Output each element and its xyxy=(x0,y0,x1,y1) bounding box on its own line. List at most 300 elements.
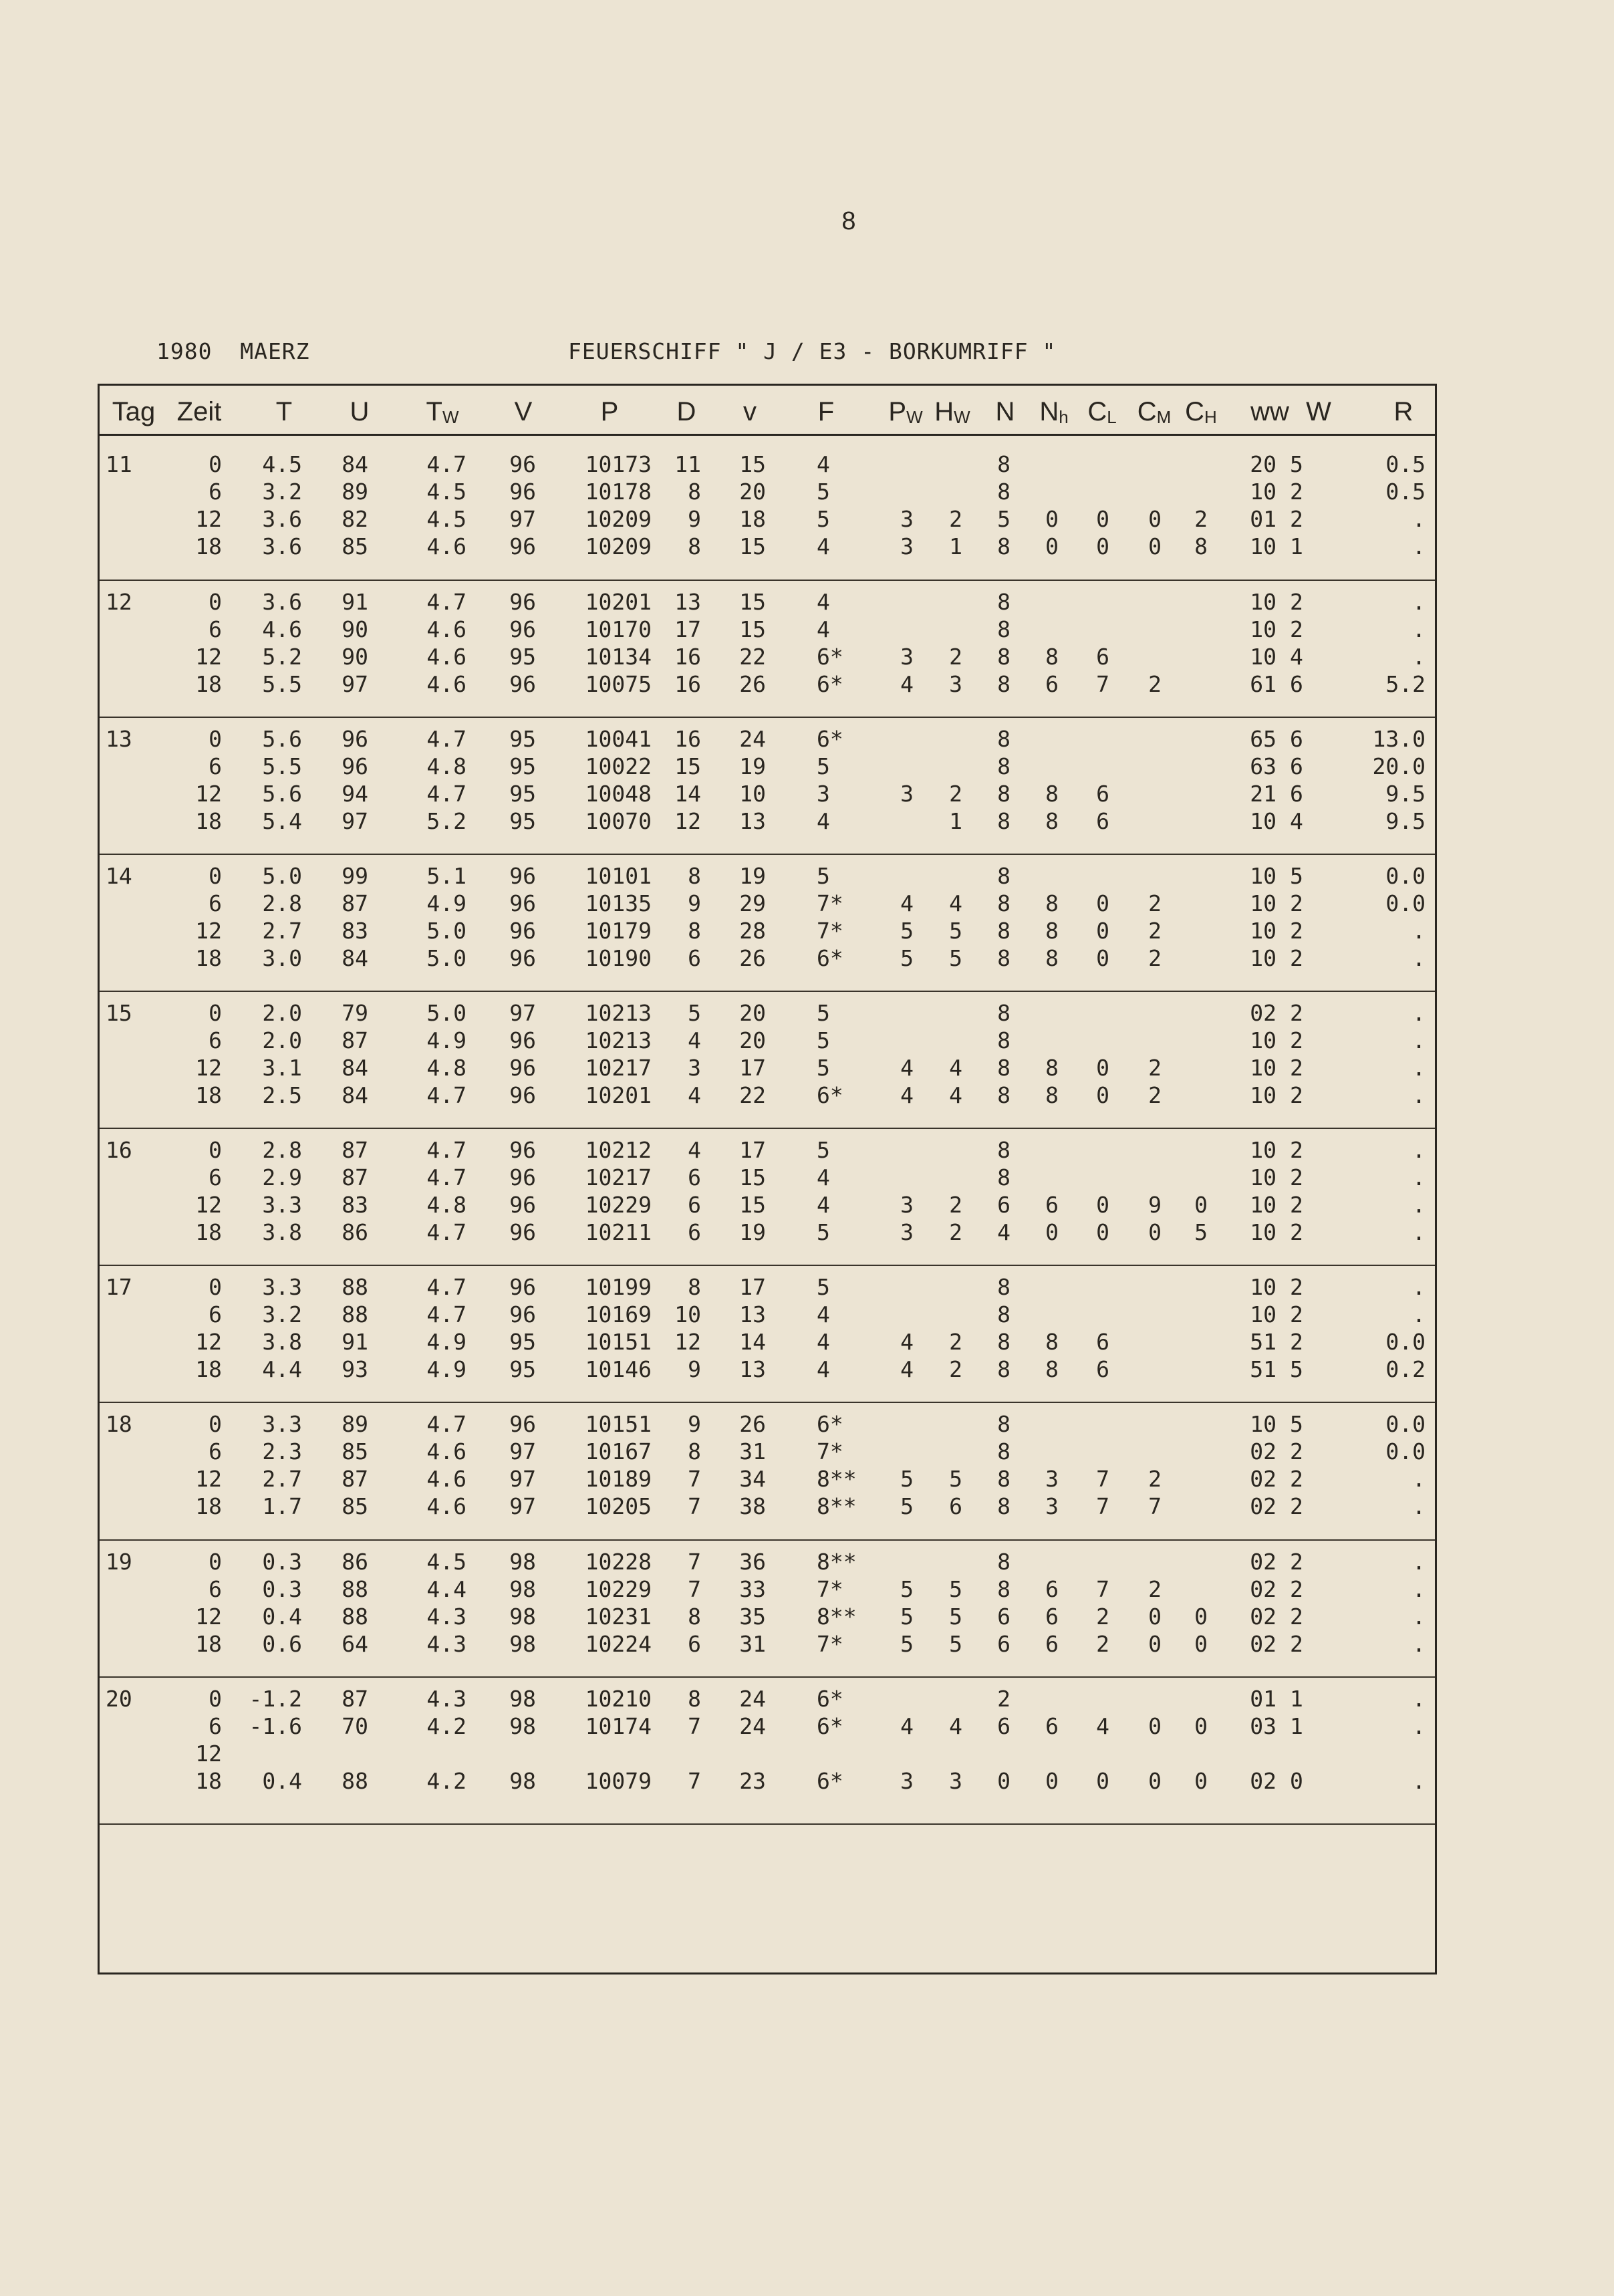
cell-zeit: 18 xyxy=(195,671,222,697)
cell-v: 20 xyxy=(739,1000,766,1026)
cell-w: 2 xyxy=(1290,1438,1303,1464)
cell-pw: 3 xyxy=(900,1768,914,1794)
column-header-label: D xyxy=(676,397,696,426)
cell-cl: 7 xyxy=(1096,1466,1109,1492)
cell-w: 2 xyxy=(1290,1329,1303,1355)
cell-u: 82 xyxy=(342,506,368,532)
cell-r: . xyxy=(1412,1192,1426,1218)
cell-t: 2.5 xyxy=(262,1082,302,1108)
cell-v: 33 xyxy=(739,1576,766,1602)
cell-v: 98 xyxy=(509,1576,536,1602)
cell-v: 98 xyxy=(509,1549,536,1575)
cell-hw: 5 xyxy=(949,945,962,971)
cell-w: 5 xyxy=(1290,451,1303,477)
cell-v: 95 xyxy=(509,808,536,834)
cell-ww: 10 xyxy=(1250,1219,1276,1245)
cell-v: 96 xyxy=(509,671,536,697)
day-tag: 18 xyxy=(106,1411,132,1437)
cell-zeit: 6 xyxy=(209,1713,222,1739)
cell-r: . xyxy=(1412,589,1426,615)
cell-cl: 0 xyxy=(1096,1082,1109,1108)
cell-t: 0.3 xyxy=(262,1549,302,1575)
cell-p: 10134 xyxy=(585,644,652,670)
cell-v: 15 xyxy=(739,1192,766,1218)
cell-d: 8 xyxy=(688,918,701,944)
cell-u: 94 xyxy=(342,781,368,807)
cell-nh: 8 xyxy=(1045,1356,1059,1382)
cell-d: 6 xyxy=(688,945,701,971)
cell-w: 6 xyxy=(1290,753,1303,779)
cell-v: 10 xyxy=(739,781,766,807)
cell-hw: 5 xyxy=(949,918,962,944)
cell-w: 2 xyxy=(1290,1137,1303,1163)
cell-t: 4.6 xyxy=(262,616,302,642)
cell-w: 5 xyxy=(1290,1356,1303,1382)
cell-p: 10199 xyxy=(585,1274,652,1300)
cell-ww: 01 xyxy=(1250,506,1276,532)
cell-zeit: 0 xyxy=(209,1274,222,1300)
day-tag: 19 xyxy=(106,1549,132,1575)
cell-ch: 2 xyxy=(1194,506,1208,532)
cell-tw: 4.2 xyxy=(426,1768,466,1794)
cell-v: 96 xyxy=(509,1301,536,1327)
cell-zeit: 0 xyxy=(209,726,222,752)
day-divider xyxy=(100,1265,1435,1266)
cell-v: 29 xyxy=(739,890,766,916)
cell-d: 6 xyxy=(688,1164,701,1190)
cell-ch: 0 xyxy=(1194,1192,1208,1218)
cell-w: 6 xyxy=(1290,781,1303,807)
cell-v: 17 xyxy=(739,1137,766,1163)
cell-w: 5 xyxy=(1290,863,1303,889)
cell-p: 10075 xyxy=(585,671,652,697)
cell-hw: 2 xyxy=(949,644,962,670)
day-divider xyxy=(100,1128,1435,1129)
cell-p: 10070 xyxy=(585,808,652,834)
cell-f: 4 xyxy=(817,451,830,477)
cell-n: 8 xyxy=(997,1274,1011,1300)
cell-d: 7 xyxy=(688,1493,701,1519)
cell-w: 2 xyxy=(1290,890,1303,916)
day-tag: 20 xyxy=(106,1686,132,1712)
cell-p: 10189 xyxy=(585,1466,652,1492)
cell-p: 10201 xyxy=(585,1082,652,1108)
cell-f: 4 xyxy=(817,1192,830,1218)
cell-tw: 4.7 xyxy=(426,726,466,752)
cell-v: 96 xyxy=(509,616,536,642)
column-header-label: C xyxy=(1137,397,1157,426)
cell-ww: 65 xyxy=(1250,726,1276,752)
column-header-r xyxy=(1394,397,1414,427)
cell-n: 8 xyxy=(997,726,1011,752)
cell-p: 10229 xyxy=(585,1576,652,1602)
column-header-label: N xyxy=(1039,397,1059,426)
cell-cl: 0 xyxy=(1096,918,1109,944)
cell-pw: 3 xyxy=(900,1219,914,1245)
cell-zeit: 12 xyxy=(195,1741,222,1767)
cell-p: 10212 xyxy=(585,1137,652,1163)
day-divider xyxy=(100,717,1435,718)
cell-zeit: 0 xyxy=(209,1000,222,1026)
cell-n: 8 xyxy=(997,451,1011,477)
cell-n: 8 xyxy=(997,753,1011,779)
cell-t: 2.3 xyxy=(262,1438,302,1464)
cell-v: 26 xyxy=(739,945,766,971)
header-year-month: 1980 MAERZ xyxy=(156,338,310,364)
cell-v: 13 xyxy=(739,1301,766,1327)
cell-u: 87 xyxy=(342,1466,368,1492)
cell-v: 15 xyxy=(739,616,766,642)
cell-d: 15 xyxy=(674,753,701,779)
cell-tw: 4.3 xyxy=(426,1604,466,1630)
cell-cl: 6 xyxy=(1096,1329,1109,1355)
cell-ww: 10 xyxy=(1250,1082,1276,1108)
column-header-label: C xyxy=(1087,397,1107,426)
cell-cm: 2 xyxy=(1148,1466,1162,1492)
column-header-tw xyxy=(426,397,459,428)
day-divider xyxy=(100,991,1435,992)
cell-v: 95 xyxy=(509,726,536,752)
cell-cm: 0 xyxy=(1148,1604,1162,1630)
cell-tw: 5.0 xyxy=(426,918,466,944)
cell-d: 10 xyxy=(674,1301,701,1327)
column-header-cm xyxy=(1137,397,1172,428)
column-header-label: P xyxy=(600,397,619,426)
cell-w: 2 xyxy=(1290,1604,1303,1630)
cell-nh: 0 xyxy=(1045,1219,1059,1245)
cell-r: 0.2 xyxy=(1385,1356,1426,1382)
cell-tw: 4.8 xyxy=(426,1192,466,1218)
cell-ww: 02 xyxy=(1250,1438,1276,1464)
cell-f: 3 xyxy=(817,781,830,807)
cell-w: 0 xyxy=(1290,1768,1303,1794)
cell-r: 9.5 xyxy=(1385,781,1426,807)
cell-u: 83 xyxy=(342,1192,368,1218)
day-divider xyxy=(100,1676,1435,1678)
cell-cm: 2 xyxy=(1148,1576,1162,1602)
cell-p: 10224 xyxy=(585,1631,652,1657)
cell-u: 91 xyxy=(342,1329,368,1355)
cell-v: 96 xyxy=(509,1082,536,1108)
cell-ww: 51 xyxy=(1250,1329,1276,1355)
cell-tw: 4.6 xyxy=(426,644,466,670)
cell-ww: 02 xyxy=(1250,1549,1276,1575)
cell-v: 96 xyxy=(509,890,536,916)
cell-v: 24 xyxy=(739,1686,766,1712)
column-header-label: H xyxy=(934,397,954,426)
cell-d: 5 xyxy=(688,1000,701,1026)
cell-r: . xyxy=(1412,945,1426,971)
cell-zeit: 0 xyxy=(209,451,222,477)
cell-r: . xyxy=(1412,1219,1426,1245)
cell-tw: 4.4 xyxy=(426,1576,466,1602)
cell-f: 5 xyxy=(817,506,830,532)
column-header-subscript: W xyxy=(954,407,970,427)
cell-n: 8 xyxy=(997,1027,1011,1053)
cell-v: 36 xyxy=(739,1549,766,1575)
column-header-v xyxy=(743,397,757,427)
cell-f: 8** xyxy=(817,1466,857,1492)
cell-u: 64 xyxy=(342,1631,368,1657)
cell-zeit: 12 xyxy=(195,506,222,532)
cell-u: 84 xyxy=(342,451,368,477)
cell-u: 96 xyxy=(342,753,368,779)
cell-ww: 10 xyxy=(1250,1192,1276,1218)
cell-cl: 7 xyxy=(1096,1576,1109,1602)
cell-ww: 51 xyxy=(1250,1356,1276,1382)
cell-zeit: 18 xyxy=(195,1631,222,1657)
day-tag: 16 xyxy=(106,1137,132,1163)
column-header-label: C xyxy=(1185,397,1205,426)
cell-pw: 4 xyxy=(900,671,914,697)
cell-tw: 4.5 xyxy=(426,506,466,532)
cell-tw: 5.2 xyxy=(426,808,466,834)
cell-n: 0 xyxy=(997,1768,1011,1794)
cell-u: 70 xyxy=(342,1713,368,1739)
cell-zeit: 0 xyxy=(209,1549,222,1575)
cell-t: 3.6 xyxy=(262,589,302,615)
cell-zeit: 12 xyxy=(195,1466,222,1492)
cell-v: 23 xyxy=(739,1768,766,1794)
cell-p: 10217 xyxy=(585,1055,652,1081)
cell-w: 2 xyxy=(1290,479,1303,505)
cell-r: . xyxy=(1412,1713,1426,1739)
cell-t: 2.8 xyxy=(262,890,302,916)
cell-cl: 0 xyxy=(1096,1768,1109,1794)
cell-p: 10213 xyxy=(585,1000,652,1026)
cell-d: 12 xyxy=(674,808,701,834)
cell-tw: 4.5 xyxy=(426,479,466,505)
cell-f: 6* xyxy=(817,1713,843,1739)
cell-r: 5.2 xyxy=(1385,671,1426,697)
cell-u: 87 xyxy=(342,1164,368,1190)
cell-v: 96 xyxy=(509,533,536,559)
cell-t: 5.0 xyxy=(262,863,302,889)
cell-nh: 8 xyxy=(1045,1329,1059,1355)
cell-p: 10201 xyxy=(585,589,652,615)
cell-p: 10213 xyxy=(585,1027,652,1053)
cell-v: 15 xyxy=(739,589,766,615)
cell-t: 0.4 xyxy=(262,1768,302,1794)
cell-d: 7 xyxy=(688,1466,701,1492)
cell-zeit: 12 xyxy=(195,781,222,807)
cell-ch: 5 xyxy=(1194,1219,1208,1245)
cell-w: 2 xyxy=(1290,1493,1303,1519)
cell-d: 12 xyxy=(674,1329,701,1355)
cell-t: 2.7 xyxy=(262,918,302,944)
cell-hw: 1 xyxy=(949,533,962,559)
column-header-label: N xyxy=(995,397,1015,426)
cell-hw: 6 xyxy=(949,1493,962,1519)
cell-r: . xyxy=(1412,1686,1426,1712)
cell-cm: 0 xyxy=(1148,1219,1162,1245)
cell-cl: 0 xyxy=(1096,890,1109,916)
cell-u: 90 xyxy=(342,616,368,642)
cell-d: 17 xyxy=(674,616,701,642)
column-header-label: Tag xyxy=(112,397,156,426)
day-tag: 14 xyxy=(106,863,132,889)
cell-n: 8 xyxy=(997,1082,1011,1108)
cell-nh: 8 xyxy=(1045,1055,1059,1081)
cell-d: 13 xyxy=(674,589,701,615)
cell-w: 4 xyxy=(1290,808,1303,834)
column-header-zeit xyxy=(177,397,222,427)
cell-w: 2 xyxy=(1290,1576,1303,1602)
cell-d: 7 xyxy=(688,1576,701,1602)
cell-ww: 03 xyxy=(1250,1713,1276,1739)
column-header-ww xyxy=(1250,397,1289,427)
cell-p: 10217 xyxy=(585,1164,652,1190)
cell-cm: 2 xyxy=(1148,1082,1162,1108)
cell-f: 4 xyxy=(817,589,830,615)
cell-f: 6* xyxy=(817,1082,843,1108)
cell-v: 96 xyxy=(509,1027,536,1053)
cell-n: 8 xyxy=(997,1301,1011,1327)
cell-n: 8 xyxy=(997,863,1011,889)
cell-ww: 02 xyxy=(1250,1631,1276,1657)
cell-r: 0.0 xyxy=(1385,1411,1426,1437)
cell-cl: 2 xyxy=(1096,1604,1109,1630)
cell-v: 20 xyxy=(739,1027,766,1053)
cell-v: 28 xyxy=(739,918,766,944)
cell-cm: 0 xyxy=(1148,1631,1162,1657)
cell-cm: 0 xyxy=(1148,506,1162,532)
cell-n: 8 xyxy=(997,589,1011,615)
cell-n: 8 xyxy=(997,1411,1011,1437)
cell-f: 8** xyxy=(817,1493,857,1519)
cell-f: 4 xyxy=(817,1164,830,1190)
cell-n: 8 xyxy=(997,616,1011,642)
cell-f: 6* xyxy=(817,1411,843,1437)
cell-f: 5 xyxy=(817,1027,830,1053)
cell-u: 84 xyxy=(342,1055,368,1081)
column-header-subscript: W xyxy=(906,407,923,427)
cell-cm: 2 xyxy=(1148,945,1162,971)
cell-t: 3.3 xyxy=(262,1411,302,1437)
cell-pw: 5 xyxy=(900,1576,914,1602)
cell-v: 96 xyxy=(509,589,536,615)
cell-ww: 10 xyxy=(1250,1055,1276,1081)
cell-p: 10167 xyxy=(585,1438,652,1464)
cell-ww: 61 xyxy=(1250,671,1276,697)
cell-hw: 4 xyxy=(949,1055,962,1081)
column-header-label: R xyxy=(1393,397,1414,426)
cell-nh: 8 xyxy=(1045,945,1059,971)
cell-r: 0.0 xyxy=(1385,863,1426,889)
cell-t: 5.6 xyxy=(262,726,302,752)
cell-nh: 0 xyxy=(1045,506,1059,532)
cell-r: . xyxy=(1412,1549,1426,1575)
cell-t: 3.2 xyxy=(262,1301,302,1327)
column-header-row xyxy=(98,384,1437,436)
cell-u: 88 xyxy=(342,1604,368,1630)
cell-v: 96 xyxy=(509,1219,536,1245)
cell-t: 3.8 xyxy=(262,1219,302,1245)
cell-ww: 02 xyxy=(1250,1604,1276,1630)
cell-t: 1.7 xyxy=(262,1493,302,1519)
cell-t: 2.9 xyxy=(262,1164,302,1190)
cell-ch: 0 xyxy=(1194,1768,1208,1794)
cell-nh: 6 xyxy=(1045,1576,1059,1602)
cell-p: 10169 xyxy=(585,1301,652,1327)
cell-u: 99 xyxy=(342,863,368,889)
cell-nh: 6 xyxy=(1045,1631,1059,1657)
cell-tw: 5.0 xyxy=(426,945,466,971)
cell-zeit: 18 xyxy=(195,1493,222,1519)
cell-r: . xyxy=(1412,616,1426,642)
cell-tw: 4.8 xyxy=(426,1055,466,1081)
cell-f: 4 xyxy=(817,1356,830,1382)
cell-f: 6* xyxy=(817,1768,843,1794)
cell-zeit: 0 xyxy=(209,589,222,615)
cell-cl: 2 xyxy=(1096,1631,1109,1657)
cell-v: 22 xyxy=(739,644,766,670)
cell-v: 96 xyxy=(509,1192,536,1218)
cell-zeit: 6 xyxy=(209,1164,222,1190)
cell-p: 10209 xyxy=(585,506,652,532)
cell-v: 38 xyxy=(739,1493,766,1519)
cell-cl: 0 xyxy=(1096,506,1109,532)
cell-n: 8 xyxy=(997,1493,1011,1519)
cell-zeit: 12 xyxy=(195,1604,222,1630)
column-header-cl xyxy=(1087,397,1116,428)
cell-pw: 4 xyxy=(900,1713,914,1739)
cell-nh: 3 xyxy=(1045,1493,1059,1519)
cell-cm: 2 xyxy=(1148,890,1162,916)
cell-ww: 10 xyxy=(1250,479,1276,505)
cell-w: 2 xyxy=(1290,1274,1303,1300)
cell-d: 9 xyxy=(688,1411,701,1437)
cell-u: 79 xyxy=(342,1000,368,1026)
cell-tw: 4.6 xyxy=(426,1466,466,1492)
cell-v: 96 xyxy=(509,1164,536,1190)
cell-r: 13.0 xyxy=(1372,726,1426,752)
cell-cl: 6 xyxy=(1096,808,1109,834)
day-tag: 12 xyxy=(106,589,132,615)
cell-ww: 21 xyxy=(1250,781,1276,807)
cell-f: 6* xyxy=(817,1686,843,1712)
cell-zeit: 18 xyxy=(195,1082,222,1108)
cell-tw: 4.7 xyxy=(426,1301,466,1327)
cell-tw: 4.2 xyxy=(426,1713,466,1739)
cell-v: 24 xyxy=(739,726,766,752)
cell-r: . xyxy=(1412,1466,1426,1492)
cell-v: 24 xyxy=(739,1713,766,1739)
cell-p: 10146 xyxy=(585,1356,652,1382)
cell-nh: 8 xyxy=(1045,890,1059,916)
cell-ww: 02 xyxy=(1250,1576,1276,1602)
cell-hw: 4 xyxy=(949,1713,962,1739)
cell-v: 97 xyxy=(509,1466,536,1492)
column-header-subscript: h xyxy=(1059,407,1069,427)
cell-t: 3.6 xyxy=(262,506,302,532)
column-header-label: F xyxy=(817,397,835,426)
cell-pw: 5 xyxy=(900,1493,914,1519)
cell-p: 10048 xyxy=(585,781,652,807)
cell-v: 31 xyxy=(739,1631,766,1657)
cell-d: 16 xyxy=(674,644,701,670)
cell-zeit: 18 xyxy=(195,945,222,971)
cell-u: 84 xyxy=(342,945,368,971)
cell-u: 91 xyxy=(342,589,368,615)
cell-ww: 02 xyxy=(1250,1768,1276,1794)
cell-zeit: 12 xyxy=(195,644,222,670)
cell-f: 4 xyxy=(817,1329,830,1355)
cell-p: 10151 xyxy=(585,1411,652,1437)
cell-f: 6* xyxy=(817,945,843,971)
cell-p: 10209 xyxy=(585,533,652,559)
cell-cm: 0 xyxy=(1148,533,1162,559)
